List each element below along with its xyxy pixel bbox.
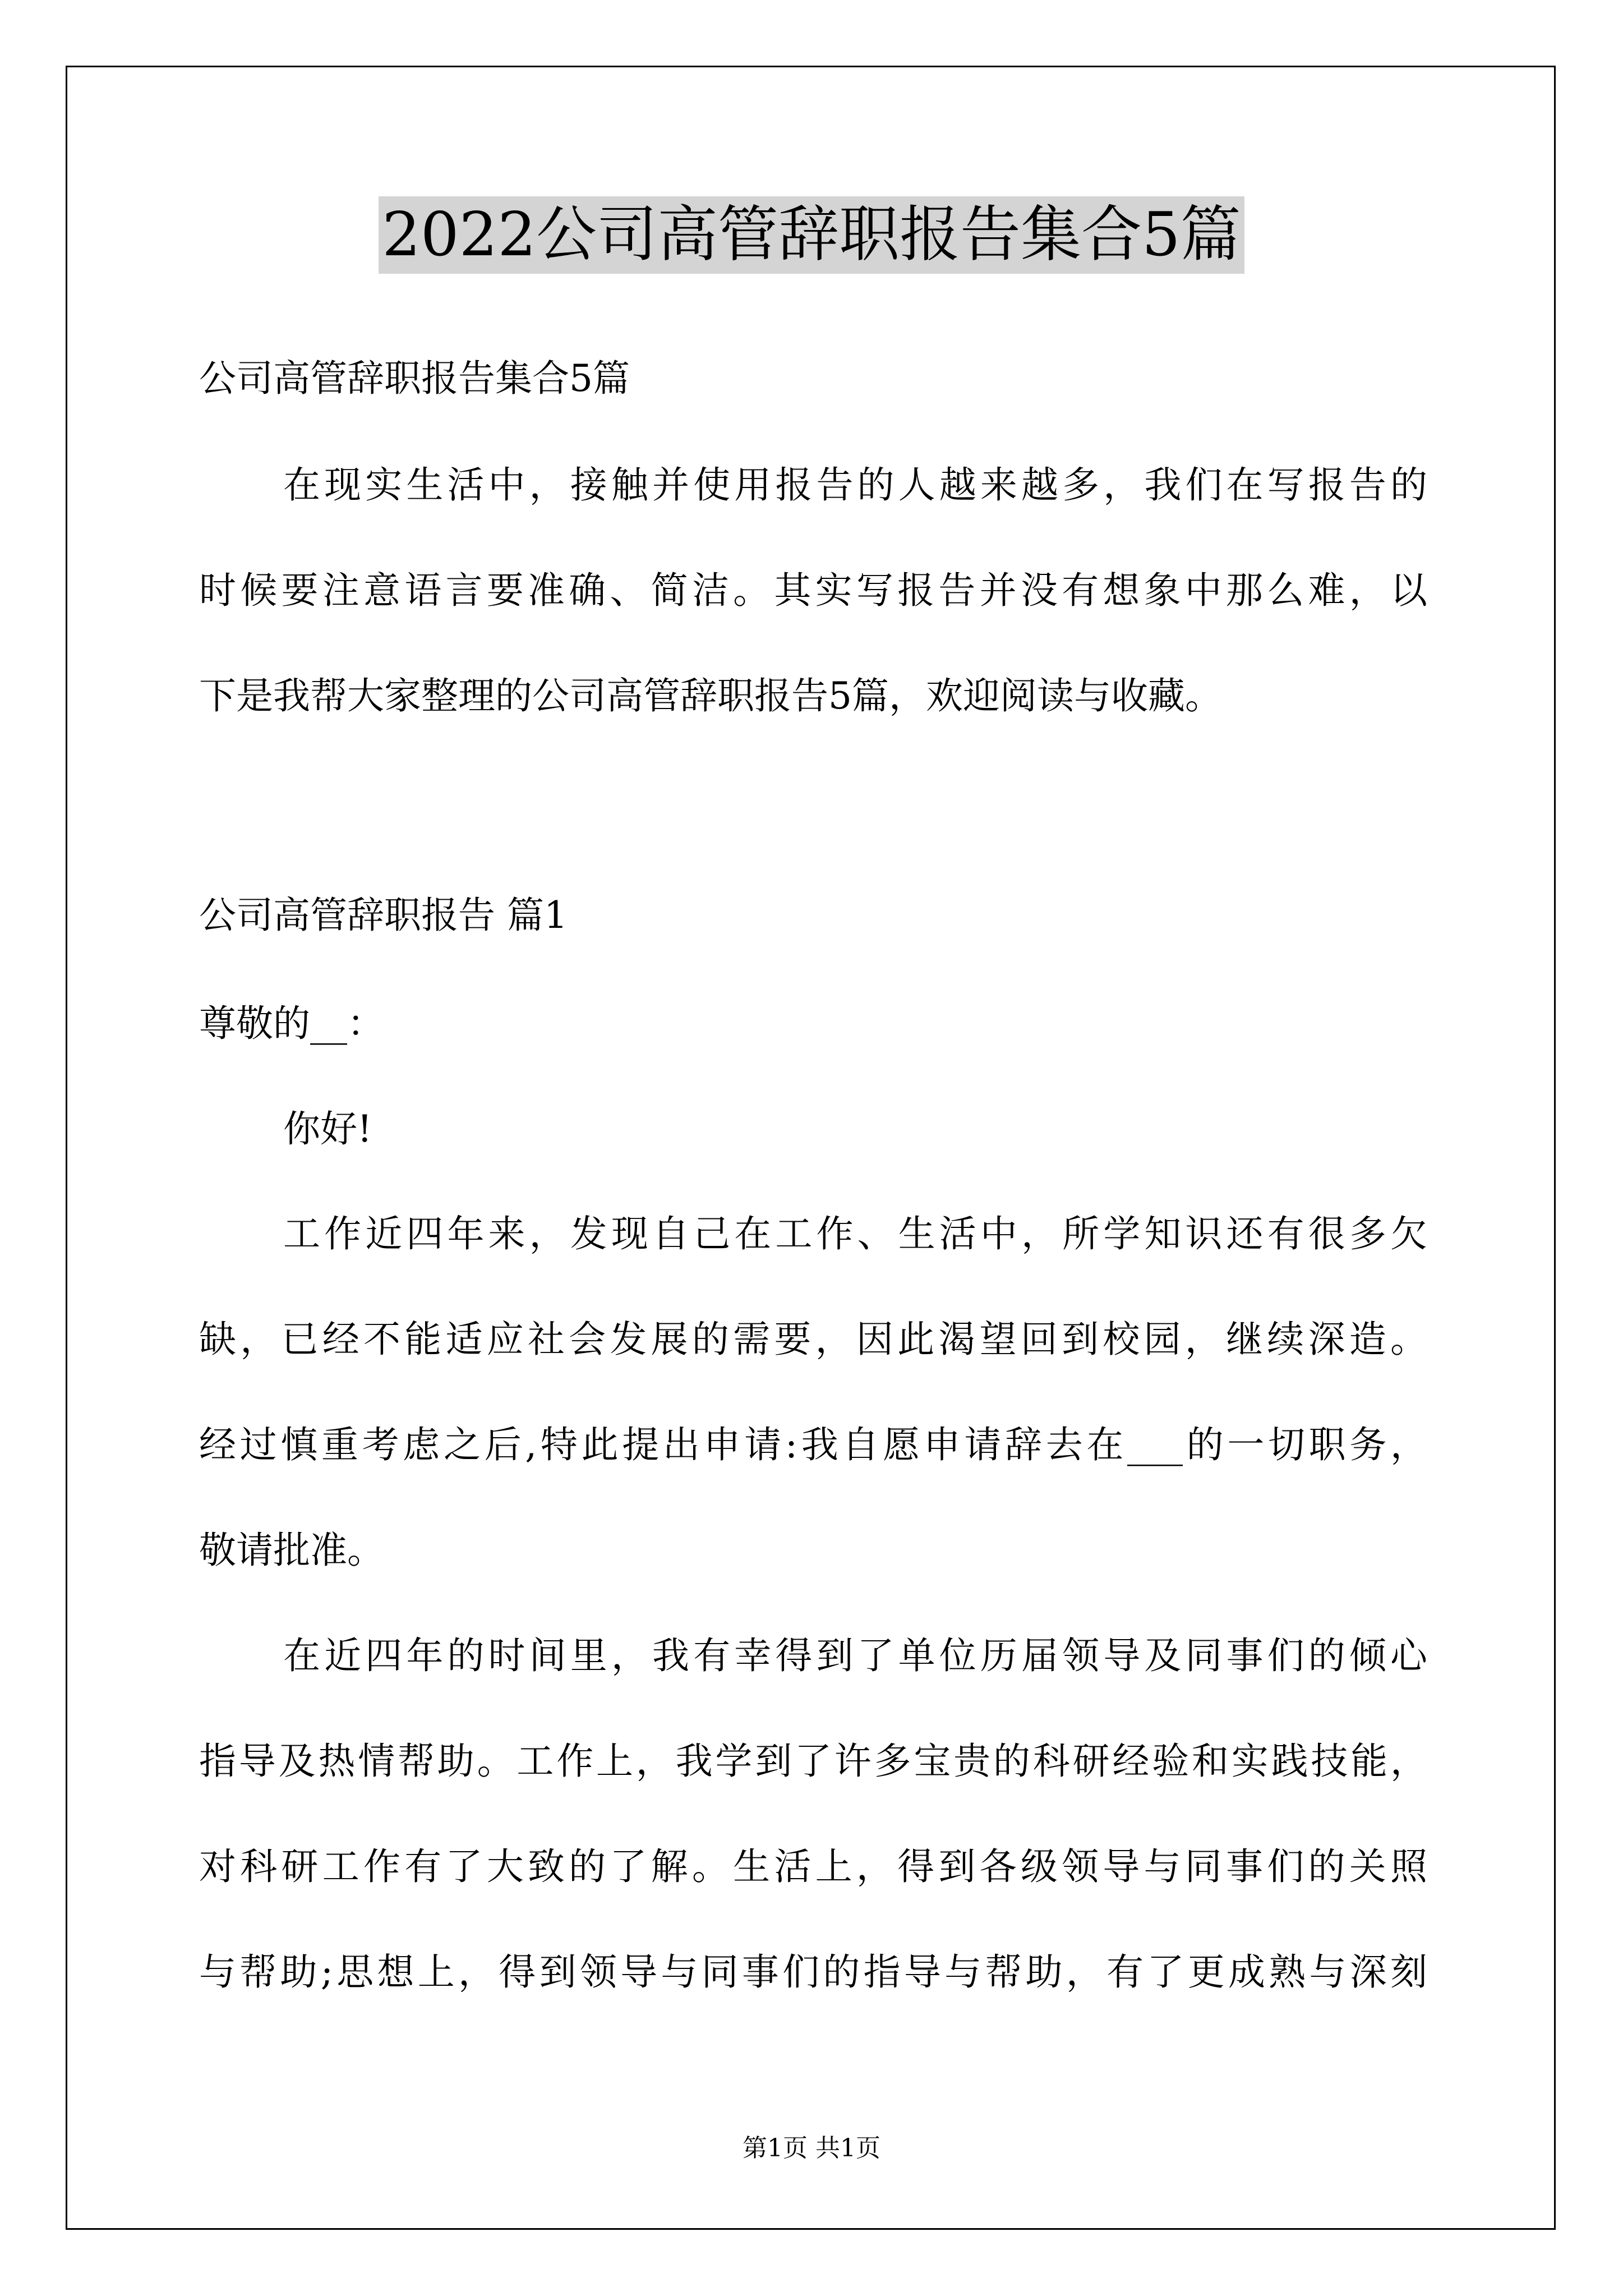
para1-line-3: 经过慎重考虑之后,特此提出申请:我自愿申请辞去在___的一切职务， [199, 1423, 1427, 1466]
intro-line-2: 时候要注意语言要准确、简洁。其实写报告并没有想象中那么难，以 [199, 569, 1427, 612]
intro-line-3: 下是我帮大家整理的公司高管辞职报告5篇，欢迎阅读与收藏。 [199, 674, 1222, 717]
para1-line-1: 工作近四年来，发现自己在工作、生活中，所学知识还有很多欠 [283, 1212, 1427, 1255]
para2-line-1: 在近四年的时间里，我有幸得到了单位历届领导及同事们的倾心 [283, 1634, 1427, 1677]
para1-line-4: 敬请批准。 [199, 1529, 384, 1572]
document-title: 2022公司高管辞职报告集合5篇 [379, 196, 1244, 274]
greeting: 你好! [283, 1107, 372, 1151]
title-container [0, 196, 1623, 274]
section-heading: 公司高管辞职报告 篇1 [199, 894, 568, 937]
document-subtitle: 公司高管辞职报告集合5篇 [199, 357, 630, 400]
page-footer: 第1页 共1页 [743, 2134, 880, 2162]
intro-line-1: 在现实生活中，接触并使用报告的人越来越多，我们在写报告的 [283, 463, 1427, 507]
para2-line-4: 与帮助;思想上，得到领导与同事们的指导与帮助，有了更成熟与深刻 [199, 1950, 1427, 1994]
para1-line-2: 缺，已经不能适应社会发展的需要，因此渴望回到校园，继续深造。 [199, 1318, 1427, 1361]
salutation: 尊敬的__： [199, 1002, 384, 1045]
para2-line-2: 指导及热情帮助。工作上，我学到了许多宝贵的科研经验和实践技能， [199, 1740, 1427, 1783]
para2-line-3: 对科研工作有了大致的了解。生活上，得到各级领导与同事们的关照 [199, 1845, 1427, 1888]
